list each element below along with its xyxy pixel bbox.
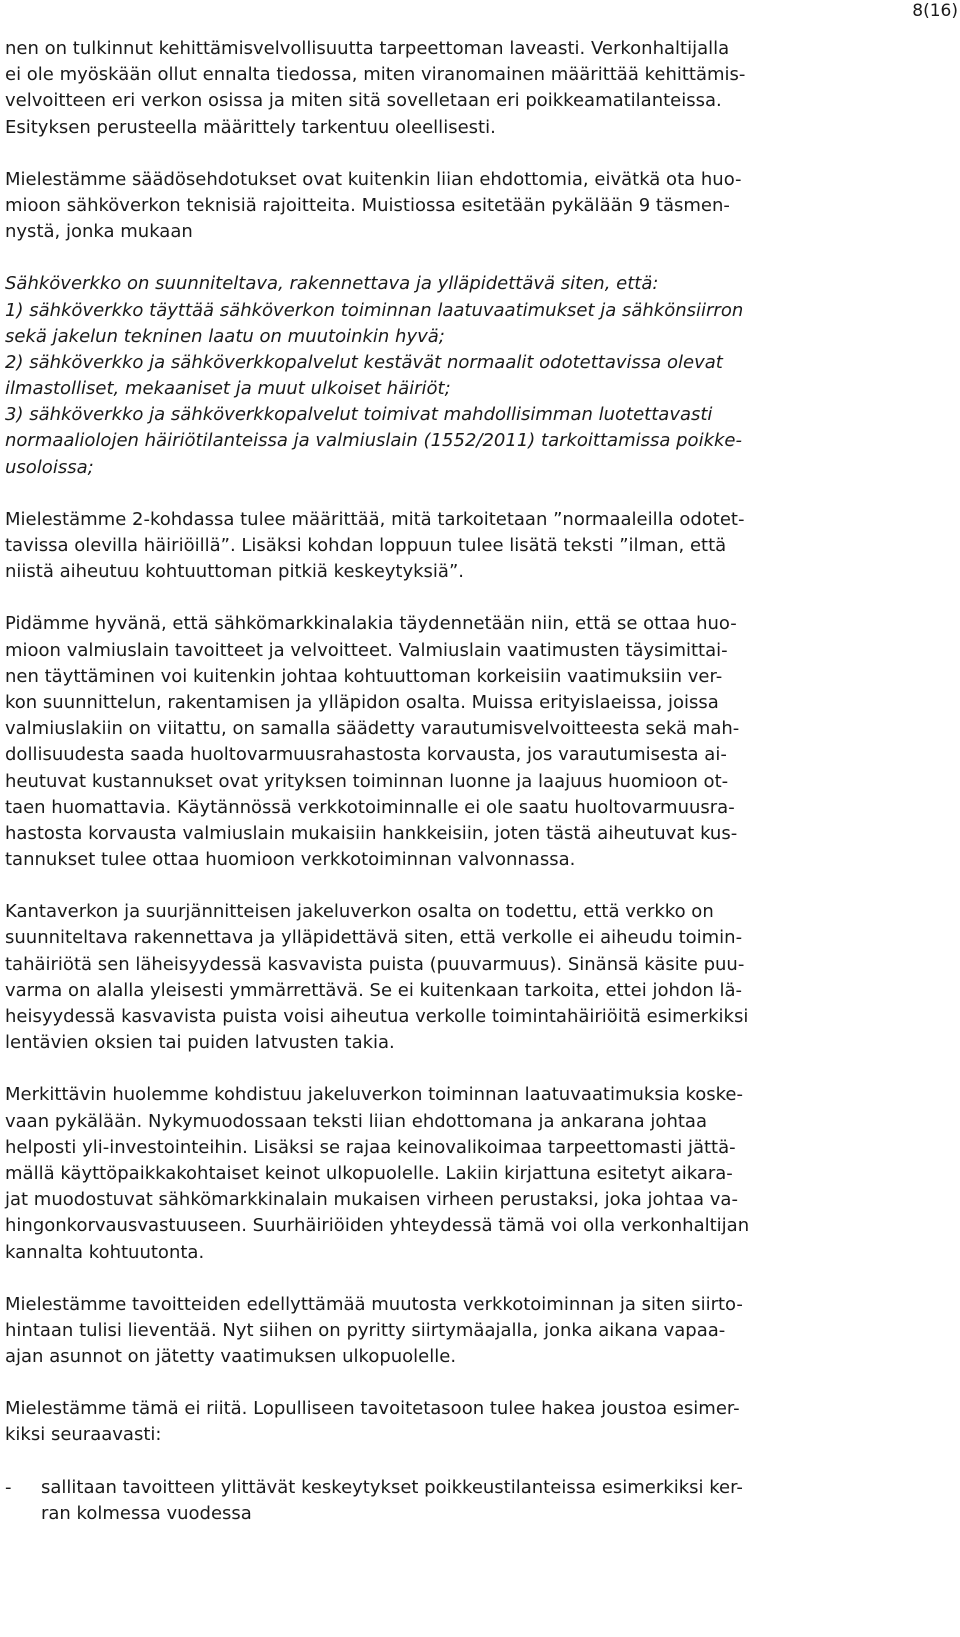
quoted-provision bbox=[5, 271, 950, 481]
text-line: kiksi seuraavasti: bbox=[5, 1424, 162, 1446]
bullet-list bbox=[5, 1475, 950, 1527]
text-line: Mielestämme säädösehdotukset ovat kuitenkin liian ehdottomia, eivätkä ota huo- bbox=[5, 168, 742, 190]
text-line: Mielestämme 2-kohdassa tulee määrittää, mitä tarkoitetaan ”normaaleilla odotet- bbox=[5, 508, 745, 530]
list-item bbox=[5, 1475, 950, 1527]
text-line: nystä, jonka mukaan bbox=[5, 221, 193, 243]
text-line: Mielestämme tavoitteiden edellyttämää muutosta verkkotoiminnan ja siten siirto- bbox=[5, 1293, 743, 1315]
paragraph bbox=[5, 36, 950, 141]
text-line: hingonkorvausvastuuseen. Suurhäiriöiden yhteydessä tämä voi olla verkonhaltijan bbox=[5, 1215, 750, 1237]
text-line: normaaliolojen häiriötilanteissa ja valmiuslain (1552/2011) tarkoittamissa poikke- bbox=[5, 430, 742, 452]
text-line: kannalta kohtuutonta. bbox=[5, 1241, 205, 1263]
text-line: 1) sähköverkko täyttää sähköverkon toiminnan laatuvaatimukset ja sähkönsiirron bbox=[5, 299, 744, 321]
text-line: sekä jakelun tekninen laatu on muutoinkin hyvä; bbox=[5, 325, 445, 347]
text-line: heutuvat kustannukset ovat yrityksen toiminnan luonne ja laajuus huomioon ot- bbox=[5, 770, 729, 792]
text-line: jat muodostuvat sähkömarkkinalain mukaisen virheen perustaksi, joka johtaa va- bbox=[5, 1189, 738, 1211]
text-line: helposti yli-investointeihin. Lisäksi se rajaa keinovalikoimaa tarpeettomasti jättä- bbox=[5, 1136, 736, 1158]
text-line: Kantaverkon ja suurjännitteisen jakeluverkon osalta on todettu, että verkko on bbox=[5, 901, 714, 923]
text-line: heisyydessä kasvavista puista voisi aiheutua verkolle toimintahäiriöitä esimerkiksi bbox=[5, 1006, 749, 1027]
text-line: Sähköverkko on suunniteltava, rakennettava ja ylläpidettävä siten, että: bbox=[5, 273, 659, 295]
paragraph bbox=[5, 167, 950, 246]
text-line: ei ole myöskään ollut ennalta tiedossa, miten viranomainen määrittää kehittämis- bbox=[5, 64, 746, 86]
paragraph bbox=[5, 507, 950, 586]
paragraph bbox=[5, 611, 950, 873]
page-number: 8(16) bbox=[912, 1, 958, 21]
text-line: Esityksen perusteella määrittely tarkentuu oleellisesti. bbox=[5, 116, 496, 138]
text-line: ran kolmessa vuodessa bbox=[41, 1502, 252, 1524]
paragraph bbox=[5, 899, 950, 1056]
text-line: ajan asunnot on jätetty vaatimuksen ulkopuolelle. bbox=[5, 1346, 457, 1368]
text-line: niistä aiheutuu kohtuuttoman pitkiä keskeytyksiä”. bbox=[5, 561, 465, 583]
paragraph bbox=[5, 1396, 950, 1448]
paragraph bbox=[5, 1082, 950, 1265]
text-line: hintaan tulisi lieventää. Nyt siihen on pyritty siirtymäajalla, jonka aikana vapaa- bbox=[5, 1319, 726, 1341]
document-body bbox=[5, 36, 950, 1527]
text-line: Merkittävin huolemme kohdistuu jakeluverkon toiminnan laatuvaatimuksia koske- bbox=[5, 1084, 743, 1106]
text-line: ilmastolliset, mekaaniset ja muut ulkoiset häiriöt; bbox=[5, 378, 451, 400]
text-line: kon suunnittelun, rakentamisen ja ylläpidon osalta. Muissa erityislaeissa, joissa bbox=[5, 691, 719, 713]
text-line: sallitaan tavoitteen ylittävät keskeytykset poikkeustilanteissa esimerkiksi ker- bbox=[41, 1476, 743, 1498]
text-line: suunniteltava rakennettava ja ylläpidettävä siten, että verkolle ei aiheudu toimin- bbox=[5, 927, 743, 949]
text-line: mällä käyttöpaikkakohtaiset keinot ulkopuolelle. Lakiin kirjattuna esitetyt aikara- bbox=[5, 1162, 733, 1184]
text-line: velvoitteen eri verkon osissa ja miten sitä sovelletaan eri poikkeamatilanteissa. bbox=[5, 90, 722, 112]
text-line: mioon sähköverkon teknisiä rajoitteita. Muistiossa esitetään pykälään 9 täsmen- bbox=[5, 194, 730, 216]
text-line: nen on tulkinnut kehittämisvelvollisuutta tarpeettoman laveasti. Verkonhaltijalla bbox=[5, 38, 730, 59]
text-line: Mielestämme tämä ei riitä. Lopulliseen tavoitetasoon tulee hakea joustoa esimer- bbox=[5, 1398, 740, 1420]
text-line: dollisuudesta saada huoltovarmuusrahastosta korvausta, jos varautumisesta ai- bbox=[5, 744, 727, 766]
text-line: tannukset tulee ottaa huomioon verkkotoiminnan valvonnassa. bbox=[5, 849, 576, 871]
text-line: tavissa olevilla häiriöillä”. Lisäksi kohdan loppuun tulee lisätä teksti ”ilman, että bbox=[5, 535, 727, 556]
text-line: tahäiriötä sen läheisyydessä kasvavista puista (puuvarmuus). Sinänsä käsite puu- bbox=[5, 953, 745, 975]
text-line: taen huomattavia. Käytännössä verkkotoiminnalle ei ole saatu huoltovarmuusra- bbox=[5, 796, 735, 818]
text-line: usoloissa; bbox=[5, 456, 94, 478]
bullet-marker: - bbox=[5, 1476, 12, 1498]
text-line: vaan pykälään. Nykymuodossaan teksti liian ehdottomana ja ankarana johtaa bbox=[5, 1110, 707, 1132]
text-line: valmiuslakiin on viitattu, on samalla säädetty varautumisvelvoitteesta sekä mah- bbox=[5, 718, 740, 740]
text-line: mioon valmiuslain tavoitteet ja velvoitteet. Valmiuslain vaatimusten täysimittai- bbox=[5, 639, 728, 661]
text-line: 3) sähköverkko ja sähköverkkopalvelut toimivat mahdollisimman luotettavasti bbox=[5, 404, 713, 426]
text-line: Pidämme hyvänä, että sähkömarkkinalakia täydennetään niin, että se ottaa huo- bbox=[5, 613, 737, 635]
paragraph bbox=[5, 1292, 950, 1371]
text-line: nen täyttäminen voi kuitenkin johtaa kohtuuttoman korkeisiin vaatimuksiin ver- bbox=[5, 665, 723, 687]
text-line: varma on alalla yleisesti ymmärrettävä. Se ei kuitenkaan tarkoita, ettei johdon lä- bbox=[5, 979, 742, 1001]
text-line: lentävien oksien tai puiden latvusten takia. bbox=[5, 1032, 395, 1054]
text-line: hastosta korvausta valmiuslain mukaisiin hankkeisiin, joten tästä aiheutuvat kus- bbox=[5, 822, 738, 844]
text-line: 2) sähköverkko ja sähköverkkopalvelut kestävät normaalit odotettavissa olevat bbox=[5, 351, 723, 373]
